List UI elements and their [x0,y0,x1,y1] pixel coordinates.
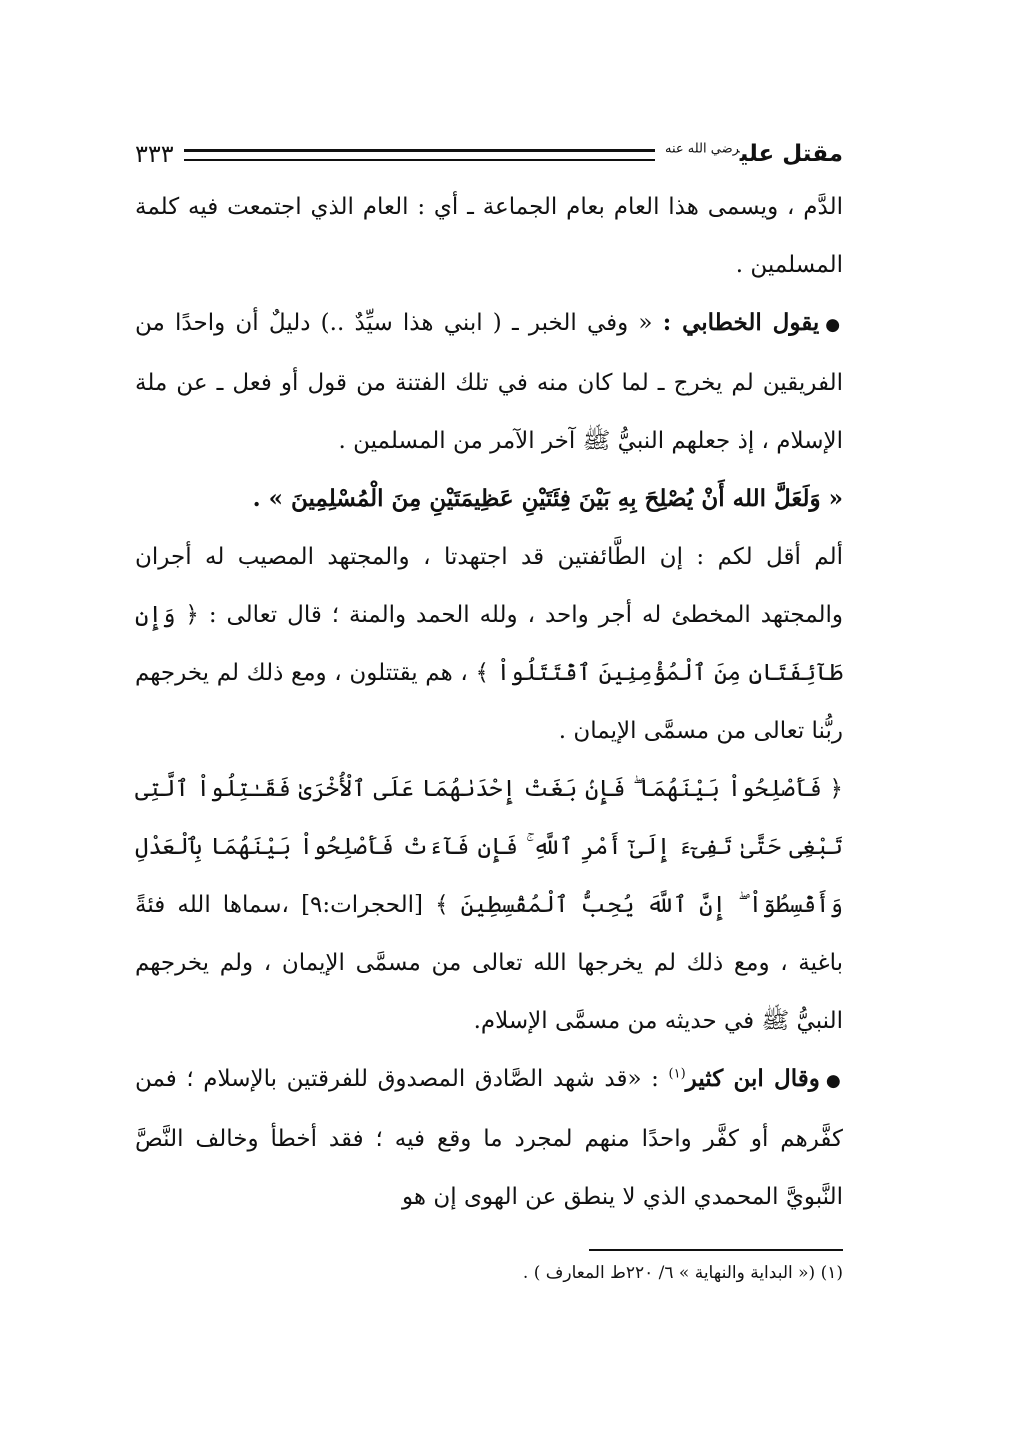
verse-citation: [الحجرات:٩] [301,892,423,918]
paragraph-5 [135,760,843,1050]
paragraph-4-text-before: ألم أقل لكم : إن الطَّائفتين قد اجتهدتا ، والمجتهد المصيب له أجران والمجتهد المخطئ له أجر واحد ، ولله الحمد والمنة ؛ قال تعالى : [135,544,844,628]
bullet-icon: ● [825,315,844,335]
bullet-icon: ● [825,1071,844,1091]
quran-verse-long: ﴿ فَأَصْلِحُواْ بَيْنَهُمَا ۖ فَإِنۢ بَغَتْ إِحْدَىٰهُمَا عَلَى ٱلْأُخْرَىٰ فَقَـٰتِلُواْ ٱلَّتِى تَبْغِى حَتَّىٰ تَفِىٓءَ إِلَىٰٓ أَمْرِ ٱللَّهِ ۚ فَإِن فَآءَتْ فَأَصْلِحُواْ بَيْنَهُمَا بِٱلْعَدْلِ وَأَقْسِطُوٓاْ ۖ إِنَّ ٱللَّهَ يُحِبُّ ٱلْمُقْسِطِينَ ﴾ [135,776,844,918]
speaker-name: يقول الخطابي : [662,309,820,336]
paragraph-6 [135,1050,843,1226]
book-title-text: مقتل علي [739,141,843,167]
footnote: (١) (« البداية والنهاية » ٦/ ٢٢٠ط المعارف ) . [522,1263,843,1283]
paragraph-5-text: ،سماها الله فئةً باغية ، ومع ذلك لم يخرجها الله تعالى من مسمَّى الإيمان ، ولم يخرجهم النبيُّ ﷺ في حديثه من مسمَّى الإسلام. [135,892,843,1034]
paragraph-6-text: : «قد شهد الصَّادق المصدوق للفرقتين بالإسلام ؛ فمن كفَّرهم أو كفَّر واحدًا منهم لمجرد ما وقع فيه ؛ فقد أخطأ وخالف النَّصَّ النَّبويَّ المحمدي الذي لا ينطق عن الهوى إن هو [135,1066,843,1210]
footnote-reference: (١) [668,1066,686,1082]
book-title [655,141,843,167]
running-header [135,134,843,174]
body-text [135,178,843,1226]
footnote-divider [589,1249,843,1251]
speaker-name: وقال ابن كثير [685,1065,820,1092]
paragraph-4-text-after: ، هم يقتتلون ، ومع ذلك لم يخرجهم ربُّنا تعالى من مسمَّى الإيمان . [135,660,843,744]
hadith-quote: « وَلَعَلَّ الله أَنْ يُصْلِحَ بِهِ بَيْنَ فِئَتَيْنِ عَظِيمَتَيْنِ مِنَ الْمُسْلِمِينَ » . [252,485,843,512]
header-rule [184,149,655,161]
page-number: ٣٣٣ [135,140,174,168]
honorific-mark: رضي الله عنه [664,141,740,157]
paragraph-2 [135,294,843,470]
paragraph-4 [135,528,843,760]
quran-verse: ﴿ وَإِن طَآئِفَتَانِ مِنَ ٱلْمُؤْمِنِينَ ٱقْتَتَلُواْ ﴾ [135,602,843,686]
paragraph-2-text: « وفي الخبر ـ ( ابني هذا سيِّدٌ ..) دليلٌ أن واحدًا من الفريقين لم يخرج ـ لما كان منه في تلك الفتنة من قول أو فعل ـ عن ملة الإسلام ، إذ جعلهم النبيُّ ﷺ آخر الآمر من المسلمين . [135,310,843,454]
paragraph-1: الدَّم ، ويسمى هذا العام بعام الجماعة ـ أي : العام الذي اجتمعت فيه كلمة المسلمين . [135,194,843,278]
